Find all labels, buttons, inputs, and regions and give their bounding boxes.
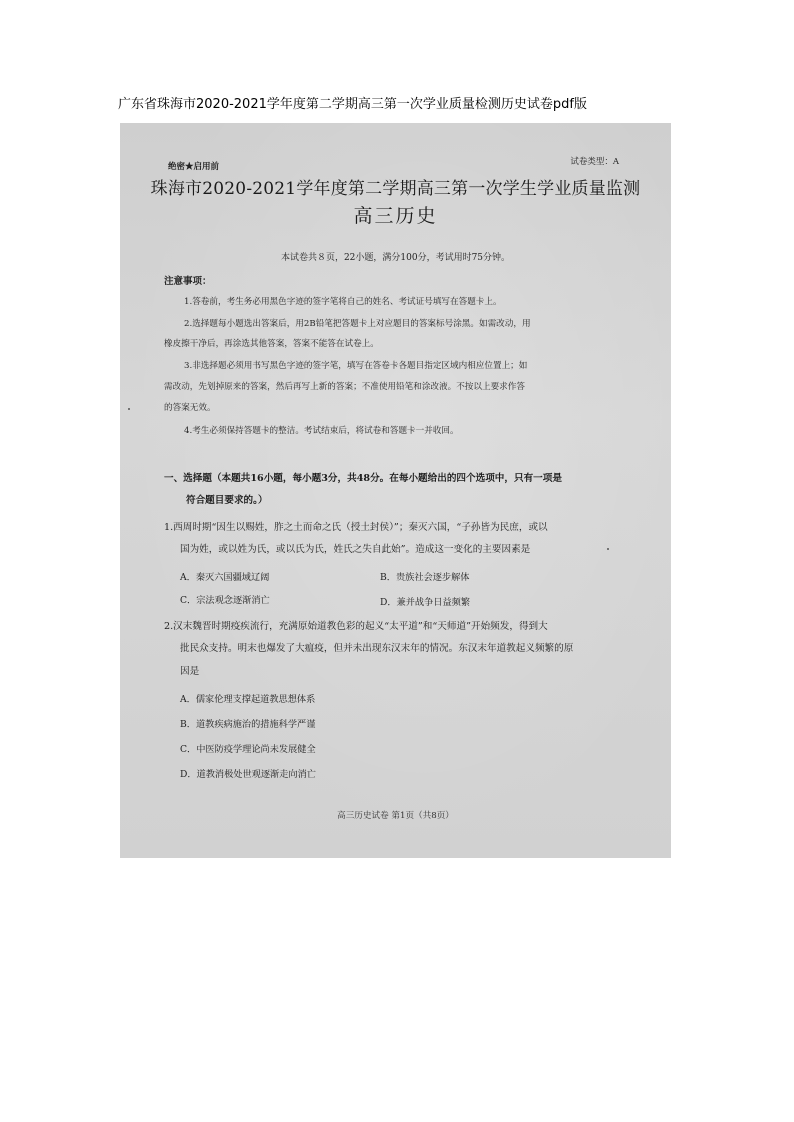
section-heading: 一、选择题（本题共16小题，每小题3分，共48分。在每小题给出的四个选项中，只有一项是 [164, 473, 562, 484]
paper-type-label: 试卷类型：A [570, 157, 619, 167]
document-title: 广东省珠海市2020-2021学年度第二学期高三第一次学业质量检测历史试卷pdf版 [118, 97, 587, 112]
scanned-exam-page [120, 123, 671, 858]
question-1-text: 国为姓，或以姓为氏，或以氏为氏，姓氏之失自此始”。造成这一变化的主要因素是 [180, 544, 531, 555]
scan-speck [607, 548, 609, 550]
question-1-option-a: A．秦灭六国疆域辽阔 [180, 572, 270, 583]
exam-subject: 高三历史 [353, 205, 438, 227]
notice-line: 的答案无效。 [164, 403, 216, 413]
exam-info: 本试卷共８页，22小题，满分100分，考试用时75分钟。 [280, 253, 511, 263]
section-heading-continued: 符合题目要求的。） [186, 495, 268, 506]
question-2-option-a: A．儒家伦理支撑起道教思想体系 [180, 694, 316, 705]
notice-line: 需改动，先划掉原来的答案，然后再写上新的答案；不准使用铅笔和涂改液。不按以上要求作答 [164, 382, 525, 392]
question-2-text: 批民众支持。明末也爆发了大瘟疫，但并未出现东汉末年的情况。东汉末年道教起义频繁的原 [180, 643, 574, 654]
exam-title: 珠海市2020-2021学年度第二学期高三第一次学生学业质量监测 [150, 179, 641, 199]
question-2-option-c: C．中医防疫学理论尚未发展健全 [180, 744, 316, 755]
question-2-option-b: B．道教疾病施治的措施科学严谨 [180, 719, 316, 730]
notice-line: 3.非选择题必须用书写黑色字迹的签字笔，填写在答卷卡各题目指定区域内相应位置上；如 [184, 361, 528, 371]
notice-heading: 注意事项： [164, 276, 212, 287]
question-1-text: 1.西周时期“因生以赐姓，胙之土而命之氏（授土封侯）”；秦灭六国，“子孙皆为民庶，或以 [164, 522, 548, 533]
notice-line: 4.考生必须保持答题卡的整洁。考试结束后，将试卷和答题卡一并收回。 [184, 426, 459, 436]
question-1-option-d: D．兼并战争日益频繁 [380, 597, 471, 608]
question-1-option-b: B．贵族社会逐步解体 [380, 572, 470, 583]
page-footer: 高三历史试卷 第1页（共8页） [337, 811, 454, 821]
notice-line: 2.选择题每小题选出答案后，用2B铅笔把答题卡上对应题目的答案标号涂黑。如需改动，用 [184, 319, 531, 329]
question-2-text: 2.汉末魏晋时期疫疾流行，充满原始道教色彩的起义“太平道”和“天师道”开始频发，得到大 [164, 621, 548, 632]
question-2-text: 因是 [180, 666, 200, 677]
scan-speck [128, 408, 130, 410]
question-2-option-d: D．道教消极处世观逐渐走向消亡 [180, 769, 316, 780]
notice-line: 橡皮擦干净后，再涂选其他答案，答案不能答在试卷上。 [164, 339, 379, 349]
confidential-label: 绝密★启用前 [168, 162, 220, 172]
notice-line: 1.答卷前，考生务必用黑色字迹的签字笔将自己的姓名、考试证号填写在答题卡上。 [184, 297, 502, 307]
question-1-option-c: C．宗法观念逐渐消亡 [180, 595, 270, 606]
